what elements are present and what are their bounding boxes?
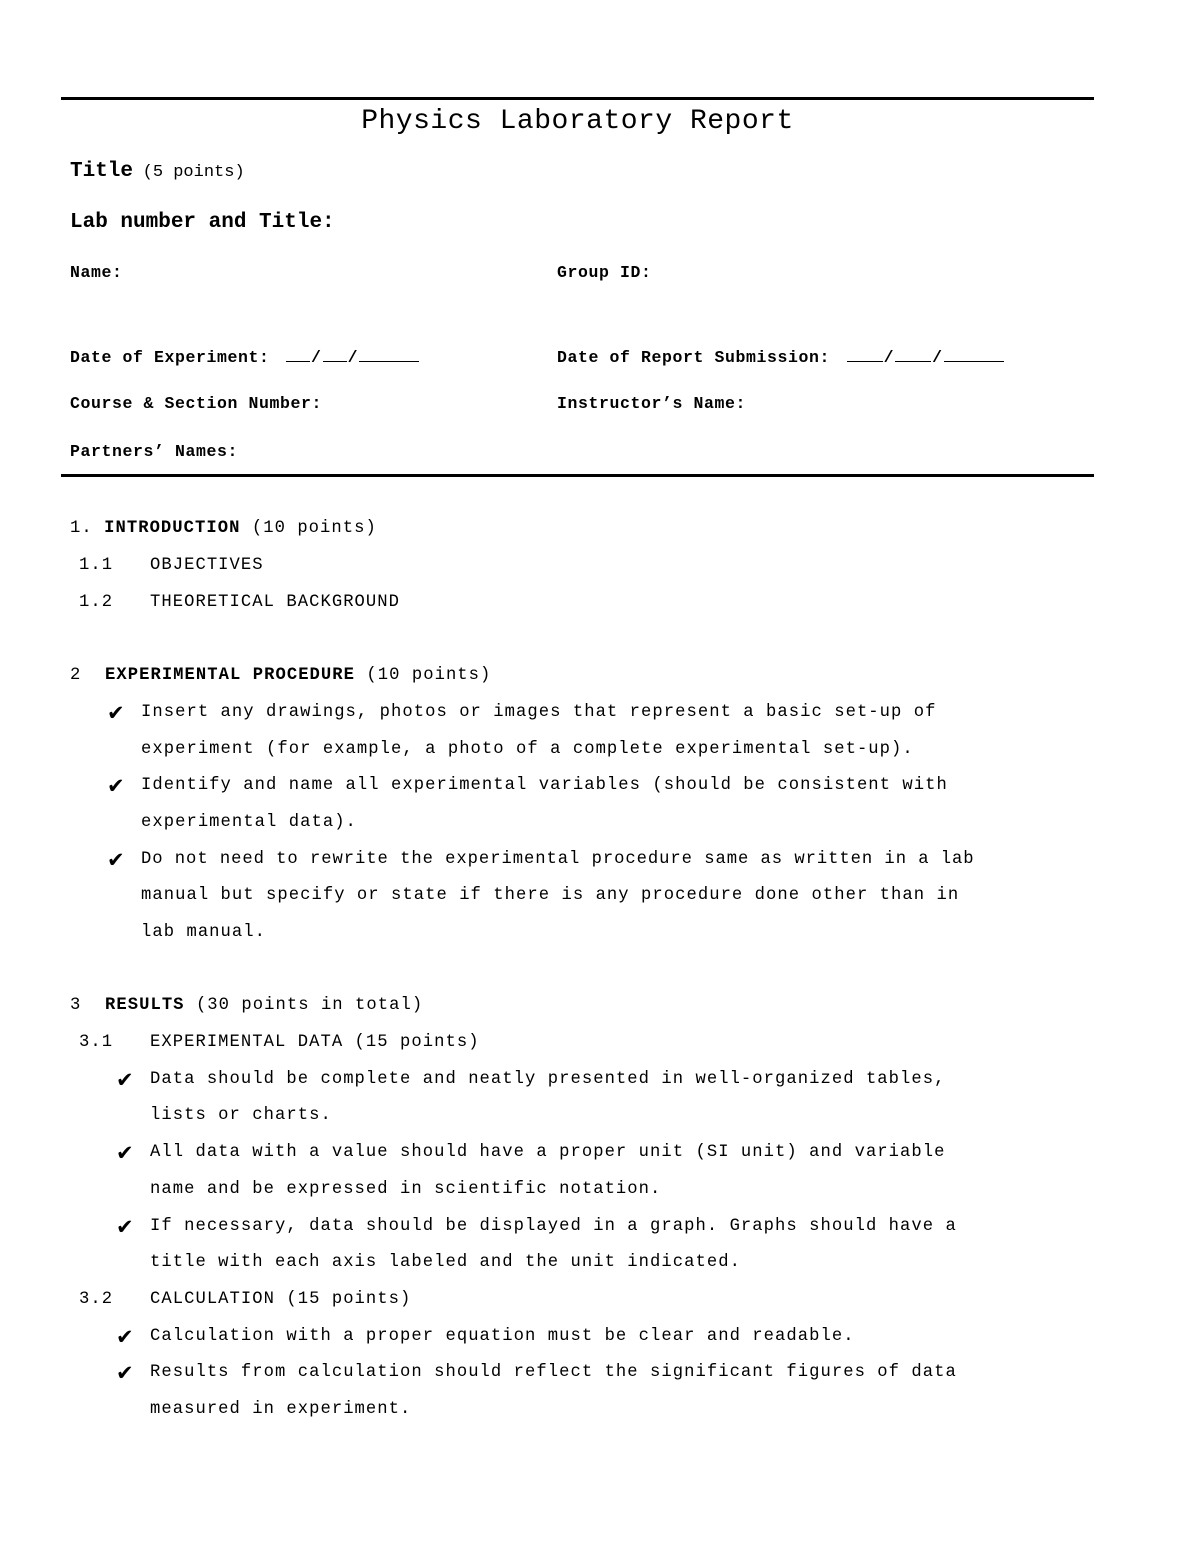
list-item-text: Do not need to rewrite the experimental procedure same as written in a lab xyxy=(141,850,975,869)
lab-number-label: Lab number and Title: xyxy=(70,211,335,234)
list-item-text: Calculation with a proper equation must be clear and readable. xyxy=(150,1327,855,1346)
check-icon: ✔ xyxy=(116,1325,134,1349)
section-number: 1. xyxy=(70,519,93,538)
section-results-heading xyxy=(70,996,424,1015)
date-exp-month-blank[interactable] xyxy=(286,347,310,362)
date-separator: / xyxy=(883,348,895,367)
check-icon: ✔ xyxy=(116,1141,134,1165)
check-icon: ✔ xyxy=(116,1068,134,1092)
subsection-title: THEORETICAL BACKGROUND xyxy=(150,593,401,612)
section-procedure-heading xyxy=(70,666,492,685)
check-icon: ✔ xyxy=(107,701,125,725)
section-title: RESULTS xyxy=(105,996,185,1015)
subsection-title: CALCULATION (15 points) xyxy=(150,1290,412,1309)
date-separator: / xyxy=(311,348,322,367)
name-label: Name: xyxy=(70,263,123,282)
subsection-theoretical-background xyxy=(79,593,401,612)
bottom-rule xyxy=(61,474,1094,477)
date-of-submission-label: Date of Report Submission: xyxy=(557,348,831,367)
date-separator: / xyxy=(347,348,359,367)
check-icon: ✔ xyxy=(116,1361,134,1385)
subsection-number: 1.2 xyxy=(79,593,114,612)
check-icon: ✔ xyxy=(107,774,125,798)
section-title-group xyxy=(105,666,491,685)
subsection-number: 1.1 xyxy=(79,556,114,575)
list-item-text: manual but specify or state if there is any procedure done other than in xyxy=(141,886,960,905)
list-item-text: Insert any drawings, photos or images that represent a basic set-up of xyxy=(141,703,937,722)
list-item-text: experiment (for example, a photo of a complete experimental set-up). xyxy=(141,740,914,759)
check-icon: ✔ xyxy=(116,1215,134,1239)
section-title-group xyxy=(105,996,423,1015)
date-sub-day-blank[interactable] xyxy=(895,347,931,362)
list-item-text: lists or charts. xyxy=(150,1106,332,1125)
subsection-title: EXPERIMENTAL DATA (15 points) xyxy=(150,1033,480,1052)
title-field xyxy=(70,160,245,183)
section-title: EXPERIMENTAL PROCEDURE xyxy=(105,666,356,685)
subsection-title: OBJECTIVES xyxy=(150,556,264,575)
date-sub-month-blank[interactable] xyxy=(847,347,883,362)
section-number: 2 xyxy=(70,666,82,685)
subsection-number: 3.2 xyxy=(79,1290,114,1309)
check-icon: ✔ xyxy=(107,848,125,872)
top-rule xyxy=(61,97,1094,100)
course-section-label: Course & Section Number: xyxy=(70,394,323,413)
subsection-objectives xyxy=(79,556,264,575)
list-item-text: Results from calculation should reflect the significant figures of data xyxy=(150,1363,957,1382)
section-number: 3 xyxy=(70,996,82,1015)
list-item-text: name and be expressed in scientific notation. xyxy=(150,1180,662,1199)
list-item-text: lab manual. xyxy=(141,923,267,942)
section-points: (10 points) xyxy=(366,666,492,685)
date-exp-year-blank[interactable] xyxy=(359,347,419,362)
date-of-submission-field xyxy=(557,347,1004,367)
group-id-label: Group ID: xyxy=(557,263,652,282)
date-of-experiment-field xyxy=(70,347,419,367)
subsection-experimental-data xyxy=(79,1033,480,1052)
list-item-text: Data should be complete and neatly presented in well-organized tables, xyxy=(150,1070,946,1089)
list-item-text: title with each axis labeled and the unit indicated. xyxy=(150,1253,741,1272)
partners-names-label: Partners’ Names: xyxy=(70,442,239,461)
date-sub-year-blank[interactable] xyxy=(944,347,1004,362)
instructor-name-label: Instructor’s Name: xyxy=(557,394,747,413)
list-item-text: measured in experiment. xyxy=(150,1400,412,1419)
list-item-text: If necessary, data should be displayed in a graph. Graphs should have a xyxy=(150,1217,957,1236)
title-label: Title xyxy=(70,160,134,183)
date-separator: / xyxy=(932,348,943,367)
section-points: (30 points in total) xyxy=(195,996,424,1015)
subsection-number: 3.1 xyxy=(79,1033,114,1052)
list-item-text: experimental data). xyxy=(141,813,357,832)
list-item-text: All data with a value should have a proper unit (SI unit) and variable xyxy=(150,1143,946,1162)
subsection-calculation xyxy=(79,1290,412,1309)
section-points: (10 points) xyxy=(251,519,377,538)
report-title: Physics Laboratory Report xyxy=(361,106,794,137)
title-points: (5 points) xyxy=(142,163,245,182)
date-of-experiment-label: Date of Experiment: xyxy=(70,348,270,367)
date-exp-day-blank[interactable] xyxy=(323,347,347,362)
list-item-text: Identify and name all experimental variables (should be consistent with xyxy=(141,776,948,795)
section-title: INTRODUCTION xyxy=(104,519,241,538)
section-introduction-heading xyxy=(70,519,377,538)
